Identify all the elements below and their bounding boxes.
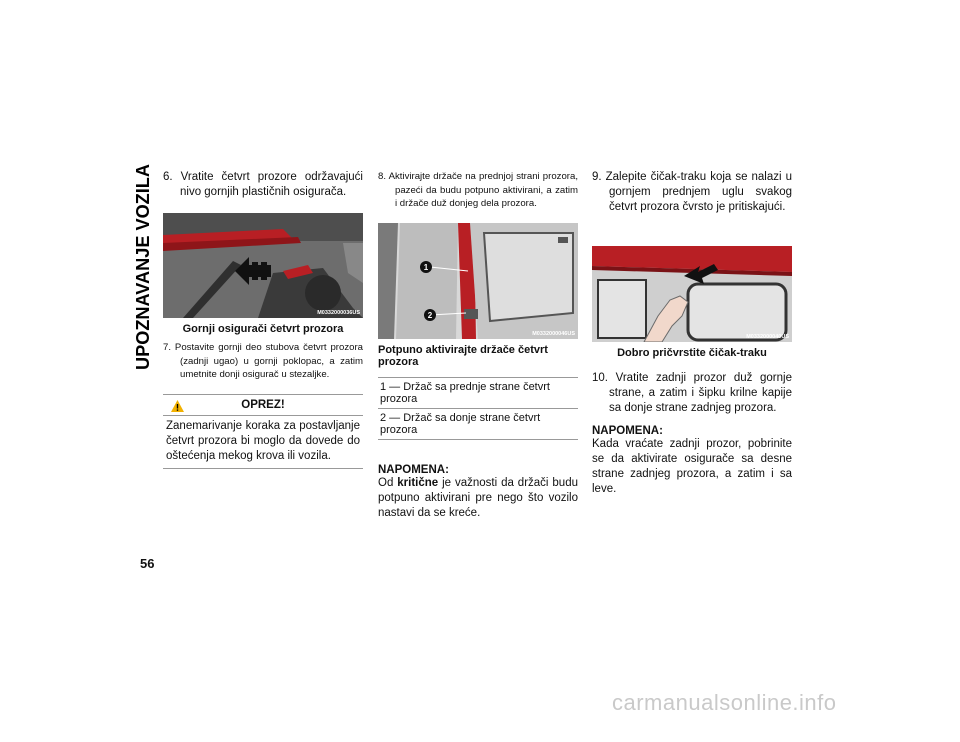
note-text <box>378 476 578 521</box>
step-8: 8. Aktivirajte držače na prednjoj strani prozora, pazeći da budu potpuno aktivirani, a zatim i držače duž donjeg dela prozora. <box>378 171 578 209</box>
note-text-post: je važnosti da držači budu potpuno aktivirani pre nego što vozilo nastavi da se kreće. <box>378 476 578 519</box>
figure-2-caption: Potpuno aktivirajte držače četvrt prozora <box>378 343 548 368</box>
note-title-2: NAPOMENA: <box>592 425 663 437</box>
figure-3-code: M0332000040US <box>746 334 789 340</box>
figure-1-caption: Gornji osigurači četvrt prozora <box>182 323 344 335</box>
section-title-text: UPOZNAVANJE VOZILA <box>132 162 153 370</box>
callout-1: 1 <box>423 262 429 272</box>
figure-3-illustration <box>592 246 792 342</box>
step-7: 7. Postavite gornji deo stubova četvrt prozora (zadnji ugao) u gornji poklopac, a zatim umetnite donji osigurač u stezaljke. <box>163 342 363 380</box>
figure-window-retainers <box>378 223 578 339</box>
note-text-pre: Od <box>378 476 398 489</box>
figure-hook-and-loop <box>592 246 792 342</box>
figure-2-code: M0332000046US <box>532 330 575 337</box>
figure-1-illustration <box>163 213 363 318</box>
legend-item-2: 2 — Držač sa donje strane četvrt prozora <box>378 408 578 440</box>
figure-2-legend <box>378 377 578 440</box>
watermark: carmanualsonline.info <box>612 690 837 715</box>
caution-title: OPREZ! <box>241 398 285 411</box>
page-number: 56 <box>140 556 155 571</box>
figure-upper-fasteners <box>163 213 363 318</box>
section-title <box>132 162 154 372</box>
step-9: 9. Zalepite čičak-traku koja se nalazi u gornjem prednjem uglu svakog četvrt prozora čvrsto je pritiskajući. <box>592 171 792 213</box>
step-6: 6. Vratite četvrt prozore održavajući nivo gornjih plastičnih osigurača. <box>163 171 363 198</box>
column-2 <box>378 170 578 521</box>
figure-1-code: M0332000036US <box>317 310 360 316</box>
caution-header <box>163 395 363 416</box>
callout-2: 2 <box>427 310 433 320</box>
note-title: NAPOMENA: <box>378 463 449 476</box>
caution-box <box>163 394 363 469</box>
column-1 <box>163 170 363 469</box>
legend-item-1: 1 — Držač sa prednje strane četvrt prozora <box>378 377 578 408</box>
note-text-2: Kada vraćate zadnji prozor, pobrinite se da aktivirate osigurače sa desne strane zadnjeg prozora, a zatim i sa leve. <box>592 438 792 495</box>
figure-2-illustration <box>378 223 578 339</box>
note-text-bold: kritične <box>397 476 439 489</box>
step-10: 10. Vratite zadnji prozor duž gornje strane, a zatim i šipku krilne kapije sa donje strane zadnjeg prozora. <box>592 372 792 414</box>
figure-3-caption: Dobro pričvrstite čičak-traku <box>617 347 767 359</box>
column-3 <box>592 170 792 497</box>
caution-text: Zanemarivanje koraka za postavljanje četvrt prozora bi moglo da dovede do oštećenja mekog krova ili vozila. <box>166 419 360 462</box>
